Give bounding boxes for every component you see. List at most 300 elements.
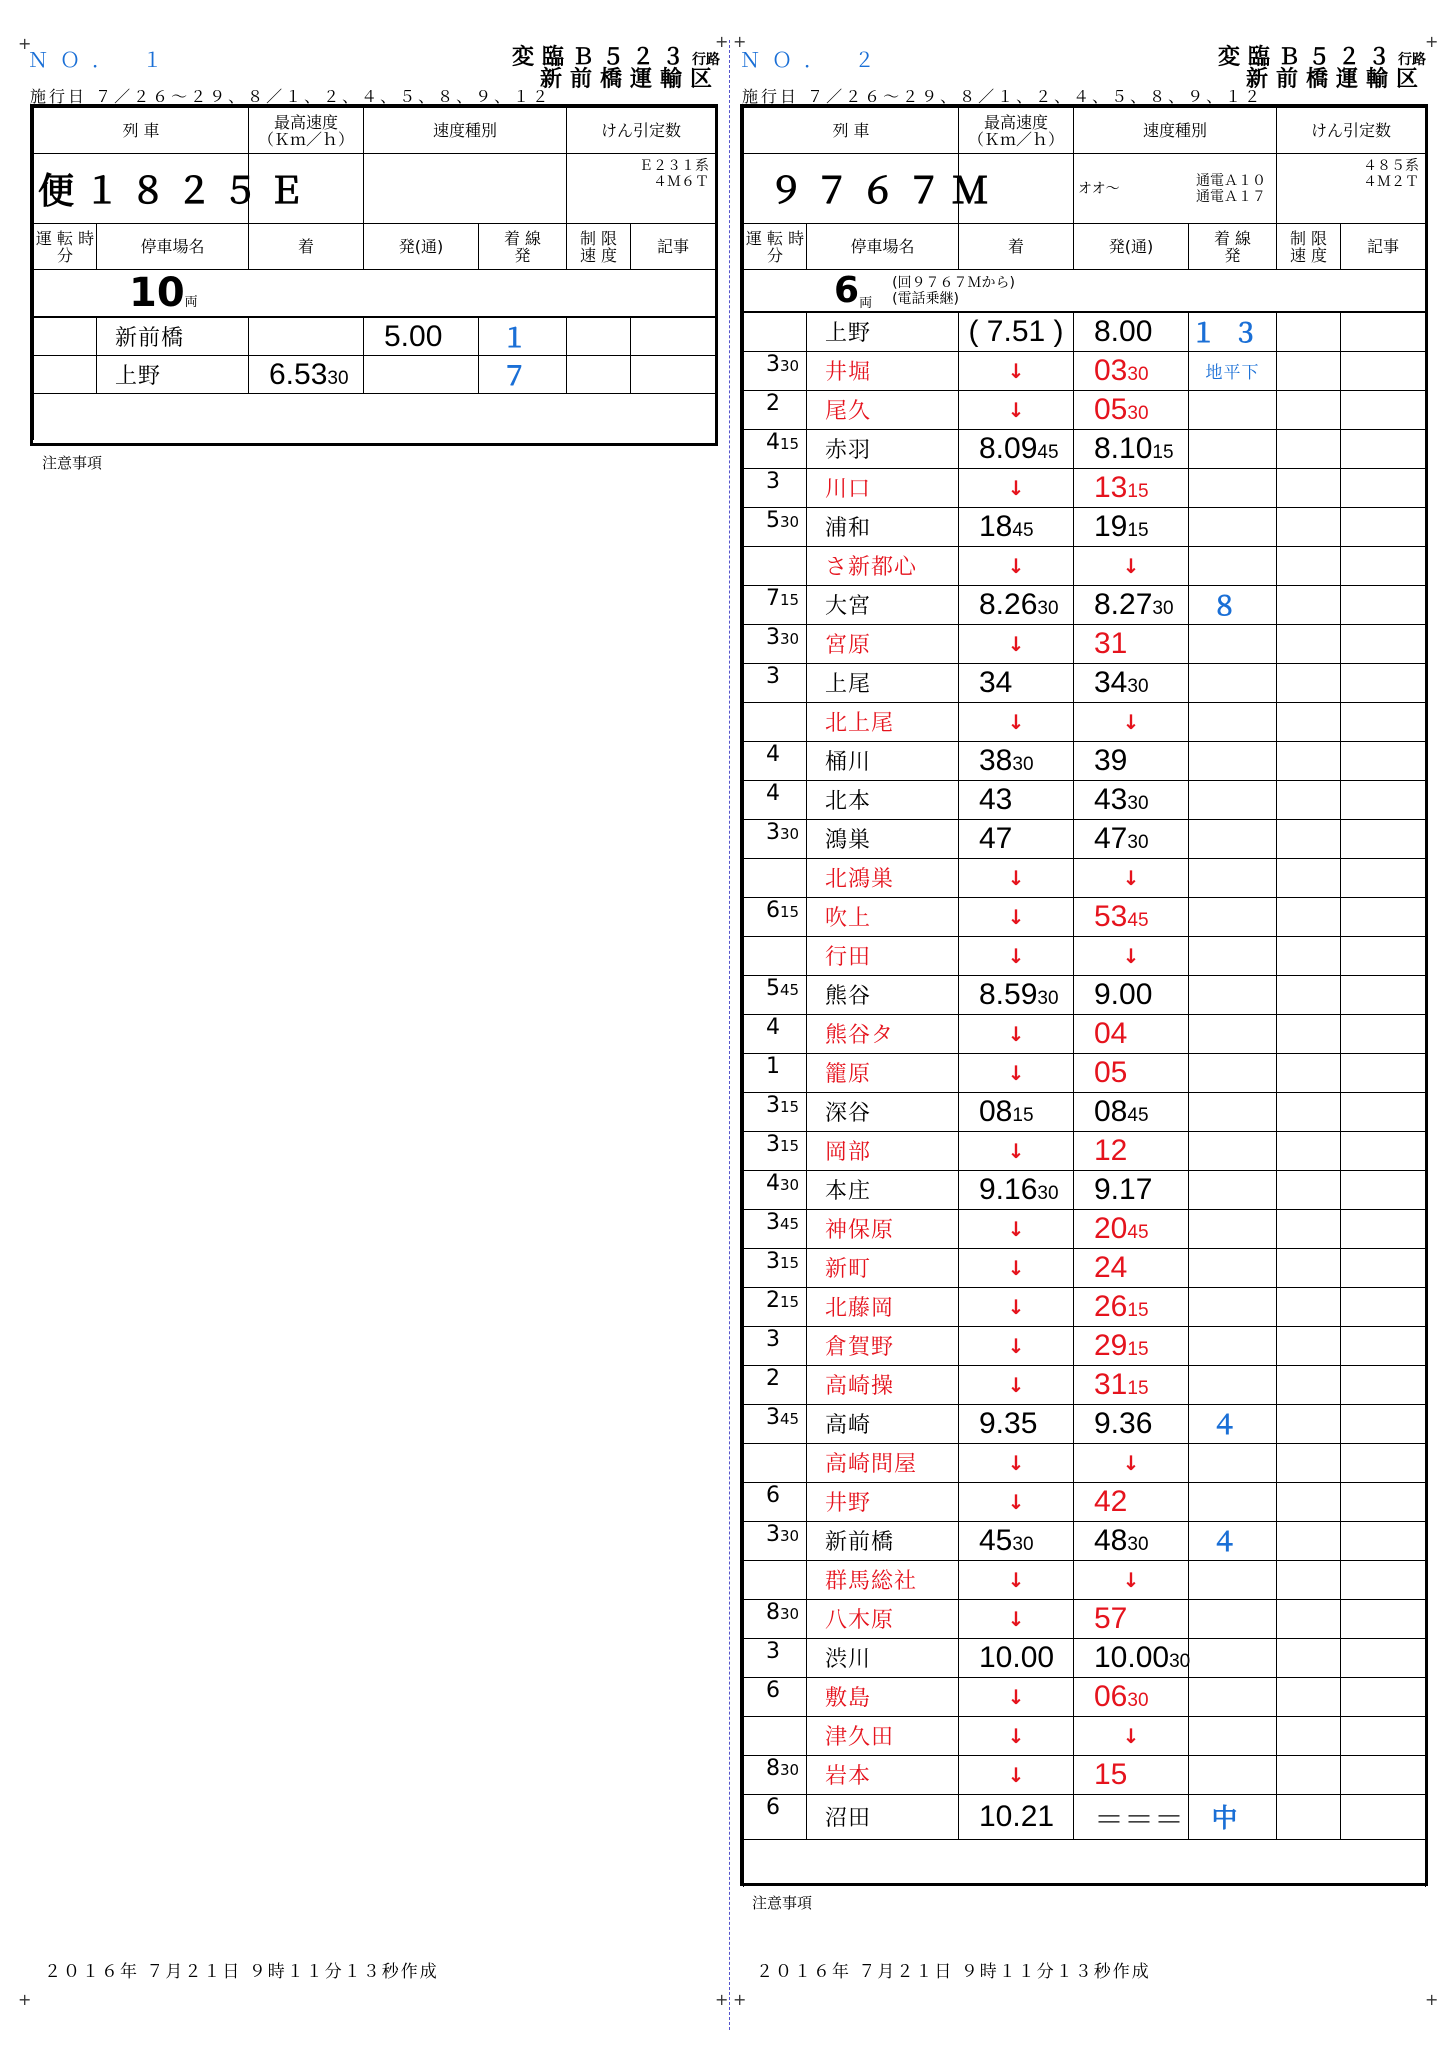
- station-name: 行田: [807, 936, 959, 975]
- track-number: １３: [1189, 312, 1277, 351]
- notes-cell: [1341, 936, 1426, 975]
- track-number: [1189, 507, 1277, 546]
- notes-cell: [1341, 1209, 1426, 1248]
- notes-cell: [1341, 780, 1426, 819]
- depot-name: 新前橋運輸区: [1245, 67, 1426, 92]
- arrival-time: 8.2630: [959, 585, 1074, 624]
- crop-mark: +: [18, 34, 32, 53]
- header-speed-type: 速度種別: [364, 108, 567, 154]
- notes-cell: [1341, 1794, 1426, 1839]
- departure-time: 8.2730: [1074, 585, 1189, 624]
- page-divider: [729, 40, 730, 2030]
- station-name: 高崎問屋: [807, 1443, 959, 1482]
- table-row: [744, 1170, 1426, 1209]
- limit-cell: [1277, 858, 1341, 897]
- table-row: [744, 1794, 1426, 1839]
- header-limit: 制 限 速 度: [1277, 224, 1341, 270]
- page-number: ＮＯ． ２: [740, 48, 887, 72]
- table-row: [744, 429, 1426, 468]
- track-number: [1189, 429, 1277, 468]
- notes-cell: [1341, 1755, 1426, 1794]
- table-row: [744, 1482, 1426, 1521]
- departure-time: 12: [1074, 1131, 1189, 1170]
- notes-cell: [1341, 1131, 1426, 1170]
- duty-title: 変臨Ｂ５２３行路: [1217, 45, 1426, 70]
- station-name: 津久田: [807, 1716, 959, 1755]
- departure-time: 1315: [1074, 468, 1189, 507]
- runtime-cell: 4: [744, 1014, 807, 1053]
- header-station: 停車場名: [97, 224, 249, 270]
- notes-cell: [1341, 585, 1426, 624]
- arrival-time: ( 7.51 ): [959, 312, 1074, 351]
- header-speed-type: 速度種別: [1074, 108, 1277, 154]
- arrival-time: ↓: [959, 390, 1074, 429]
- table-row: [744, 1092, 1426, 1131]
- track-number: [1189, 663, 1277, 702]
- station-name: 桶川: [807, 741, 959, 780]
- notes-cell: [1341, 1638, 1426, 1677]
- train-number: 便１８２５Ｅ: [34, 154, 249, 224]
- track-number: [1189, 1209, 1277, 1248]
- notes-cell: [1341, 1560, 1426, 1599]
- limit-cell: [1277, 546, 1341, 585]
- departure-time: ↓: [1074, 1560, 1189, 1599]
- notes-cell: [631, 356, 716, 394]
- track-number: [1189, 741, 1277, 780]
- notes-cell: [1341, 351, 1426, 390]
- departure-time: ↓: [1074, 936, 1189, 975]
- arrival-time: ↓: [959, 1287, 1074, 1326]
- station-name: 上野: [97, 356, 249, 394]
- limit-cell: [1277, 1521, 1341, 1560]
- limit-cell: [1277, 1053, 1341, 1092]
- track-number: ８: [1189, 585, 1277, 624]
- arrival-time: 6.5330: [249, 356, 364, 394]
- table-row: [744, 936, 1426, 975]
- runtime-cell: [744, 1560, 807, 1599]
- runtime-cell: 4: [744, 741, 807, 780]
- runtime-cell: [744, 1443, 807, 1482]
- table-row: [744, 546, 1426, 585]
- notes-cell: [1341, 390, 1426, 429]
- timetable-2: [743, 107, 1426, 1887]
- runtime-cell: [744, 858, 807, 897]
- arrival-time: ↓: [959, 1131, 1074, 1170]
- departure-time: 2615: [1074, 1287, 1189, 1326]
- header-departure: 発(通): [1074, 224, 1189, 270]
- arrival-time: ↓: [959, 1755, 1074, 1794]
- notes-cell: [1341, 1521, 1426, 1560]
- station-name: 八木原: [807, 1599, 959, 1638]
- runtime-cell: [744, 312, 807, 351]
- arrival-time: ↓: [959, 1443, 1074, 1482]
- limit-cell: [1277, 351, 1341, 390]
- crop-mark: +: [715, 1990, 729, 2009]
- track-number: [1189, 1677, 1277, 1716]
- limit-cell: [1277, 1482, 1341, 1521]
- runtime-cell: 3: [744, 468, 807, 507]
- track-number: [1189, 1365, 1277, 1404]
- arrival-time: 9.35: [959, 1404, 1074, 1443]
- departure-time: 0630: [1074, 1677, 1189, 1716]
- runtime-cell: 2: [744, 390, 807, 429]
- runtime-cell: 330: [744, 1521, 807, 1560]
- table-row: [744, 585, 1426, 624]
- track-number: [1189, 819, 1277, 858]
- notes-cell: [1341, 819, 1426, 858]
- runtime-cell: 1: [744, 1053, 807, 1092]
- notes-cell: [1341, 1014, 1426, 1053]
- limit-cell: [1277, 663, 1341, 702]
- runtime-cell: 3: [744, 1326, 807, 1365]
- blank-row: [34, 394, 716, 440]
- header-towing: けん引定数: [567, 108, 716, 154]
- notes-cell: [1341, 624, 1426, 663]
- runtime-cell: 430: [744, 1170, 807, 1209]
- car-count: 6 両 (回９７６７Ｍから) (電話乗継): [744, 270, 1426, 313]
- departure-time: 8.1015: [1074, 429, 1189, 468]
- station-name: 熊谷タ: [807, 1014, 959, 1053]
- track-number: [1189, 1755, 1277, 1794]
- crop-mark: +: [733, 1990, 747, 2009]
- table-row: [744, 1755, 1426, 1794]
- station-name: 深谷: [807, 1092, 959, 1131]
- arrival-time: ↓: [959, 936, 1074, 975]
- arrival-time: 4530: [959, 1521, 1074, 1560]
- runtime-cell: 4: [744, 780, 807, 819]
- arrival-time: 10.00: [959, 1638, 1074, 1677]
- notes-cell: [1341, 507, 1426, 546]
- track-number: [1189, 1443, 1277, 1482]
- runtime-cell: 330: [744, 624, 807, 663]
- runtime-cell: [744, 1716, 807, 1755]
- page-number: ＮＯ． １: [28, 48, 175, 72]
- limit-cell: [1277, 1209, 1341, 1248]
- arrival-time: [249, 317, 364, 356]
- timetable-1: [33, 107, 716, 440]
- notes-cell: [1341, 1404, 1426, 1443]
- limit-cell: [1277, 702, 1341, 741]
- blank-row: [744, 1839, 1426, 1887]
- limit-cell: [1277, 1716, 1341, 1755]
- notes-cell: [1341, 1482, 1426, 1521]
- station-name: 上野: [807, 312, 959, 351]
- arrival-time: ↓: [959, 351, 1074, 390]
- station-name: 井堀: [807, 351, 959, 390]
- table-row: [744, 351, 1426, 390]
- limit-cell: [1277, 780, 1341, 819]
- notes-cell: [1341, 1443, 1426, 1482]
- station-name: 本庄: [807, 1170, 959, 1209]
- limit-cell: [1277, 507, 1341, 546]
- arrival-time: ↓: [959, 624, 1074, 663]
- departure-time: 2915: [1074, 1326, 1189, 1365]
- departure-time: ↓: [1074, 858, 1189, 897]
- departure-time: ↓: [1074, 1443, 1189, 1482]
- header-limit: 制 限 速 度: [567, 224, 631, 270]
- runtime-cell: 6: [744, 1677, 807, 1716]
- notes-cell: [1341, 858, 1426, 897]
- departure-time: 42: [1074, 1482, 1189, 1521]
- runtime-cell: 6: [744, 1794, 807, 1839]
- arrival-time: ↓: [959, 1560, 1074, 1599]
- header-towing: けん引定数: [1277, 108, 1426, 154]
- header-runtime: 運 転 時 分: [34, 224, 97, 270]
- limit-cell: [1277, 936, 1341, 975]
- limit-cell: [1277, 312, 1341, 351]
- header-notes: 記事: [631, 224, 716, 270]
- runtime-cell: [744, 546, 807, 585]
- arrival-time: 0815: [959, 1092, 1074, 1131]
- header-notes: 記事: [1341, 224, 1426, 270]
- runtime-cell: [744, 936, 807, 975]
- arrival-time: 34: [959, 663, 1074, 702]
- table-row: [744, 858, 1426, 897]
- runtime-cell: 3: [744, 663, 807, 702]
- station-name: 神保原: [807, 1209, 959, 1248]
- track-number: [1189, 780, 1277, 819]
- table-row: [744, 975, 1426, 1014]
- limit-cell: [1277, 1014, 1341, 1053]
- runtime-cell: 715: [744, 585, 807, 624]
- departure-time: 8.00: [1074, 312, 1189, 351]
- station-name: 鴻巣: [807, 819, 959, 858]
- notes-cell: [1341, 1326, 1426, 1365]
- arrival-time: ↓: [959, 1716, 1074, 1755]
- track-number: [1189, 1131, 1277, 1170]
- notes-cell: [1341, 1287, 1426, 1326]
- table-row: [744, 1677, 1426, 1716]
- departure-time: 4330: [1074, 780, 1189, 819]
- station-name: 川口: [807, 468, 959, 507]
- formation: ４８５系 ４Ｍ２Ｔ: [1277, 154, 1426, 224]
- limit-cell: [1277, 741, 1341, 780]
- notes-cell: [1341, 975, 1426, 1014]
- track-number: [1189, 468, 1277, 507]
- limit-cell: [1277, 468, 1341, 507]
- station-name: 新前橋: [807, 1521, 959, 1560]
- limit-cell: [1277, 1560, 1341, 1599]
- limit-cell: [1277, 1755, 1341, 1794]
- header-runtime: 運 転 時 分: [744, 224, 807, 270]
- arrival-time: ↓: [959, 1053, 1074, 1092]
- departure-time: 0330: [1074, 351, 1189, 390]
- runtime-cell: [34, 356, 97, 394]
- runtime-cell: 330: [744, 351, 807, 390]
- caution-label: 注意事項: [42, 454, 103, 472]
- track-number: [1189, 1482, 1277, 1521]
- runtime-cell: 530: [744, 507, 807, 546]
- created-timestamp: ２０１６年 ７月２１日 ９時１１分１３秒作成: [756, 1962, 1151, 1982]
- limit-cell: [1277, 1365, 1341, 1404]
- notes-cell: [1341, 702, 1426, 741]
- runtime-cell: 615: [744, 897, 807, 936]
- limit-cell: [1277, 1794, 1341, 1839]
- table-row: [744, 780, 1426, 819]
- track-number: [1189, 936, 1277, 975]
- notes-cell: [1341, 1677, 1426, 1716]
- crop-mark: +: [1425, 1990, 1439, 2009]
- runtime-cell: 545: [744, 975, 807, 1014]
- caution-label: 注意事項: [752, 1894, 813, 1912]
- table-row: [744, 1404, 1426, 1443]
- notes-cell: [1341, 741, 1426, 780]
- station-name: 北藤岡: [807, 1287, 959, 1326]
- station-name: 大宮: [807, 585, 959, 624]
- departure-time: 0530: [1074, 390, 1189, 429]
- station-name: 沼田: [807, 1794, 959, 1839]
- arrival-time: 1845: [959, 507, 1074, 546]
- runtime-cell: 830: [744, 1599, 807, 1638]
- arrival-time: ↓: [959, 1326, 1074, 1365]
- notes-cell: [1341, 1599, 1426, 1638]
- station-name: 岩本: [807, 1755, 959, 1794]
- effective-dates: 施行日 ７／２６～２９、８／１、２、４、５、８、９、１２: [30, 87, 552, 106]
- table-row: [744, 1209, 1426, 1248]
- station-name: 北上尾: [807, 702, 959, 741]
- arrival-time: ↓: [959, 1599, 1074, 1638]
- track-number: [1189, 624, 1277, 663]
- runtime-cell: 415: [744, 429, 807, 468]
- runtime-cell: 345: [744, 1209, 807, 1248]
- table-row: [744, 897, 1426, 936]
- table-row: [744, 624, 1426, 663]
- table-row: [744, 1326, 1426, 1365]
- table-row: [744, 468, 1426, 507]
- departure-time: 9.36: [1074, 1404, 1189, 1443]
- arrival-time: ↓: [959, 1014, 1074, 1053]
- track-number: [1189, 390, 1277, 429]
- header-arrival: 着: [959, 224, 1074, 270]
- track-number: [1189, 1287, 1277, 1326]
- notes-cell: [1341, 1170, 1426, 1209]
- station-name: 高崎操: [807, 1365, 959, 1404]
- departure-time: ＝＝＝: [1074, 1794, 1189, 1839]
- notes-cell: [1341, 1053, 1426, 1092]
- runtime-cell: 6: [744, 1482, 807, 1521]
- header-track: 着 線 発: [1189, 224, 1277, 270]
- track-number: [1189, 1599, 1277, 1638]
- header-train: 列 車: [744, 108, 959, 154]
- crop-mark: +: [715, 32, 729, 51]
- table-row: [744, 1443, 1426, 1482]
- station-name: 上尾: [807, 663, 959, 702]
- runtime-cell: [744, 702, 807, 741]
- departure-time: 4730: [1074, 819, 1189, 858]
- notes-cell: [1341, 897, 1426, 936]
- notes-cell: [1341, 429, 1426, 468]
- track-number: [1189, 702, 1277, 741]
- arrival-time: ↓: [959, 468, 1074, 507]
- arrival-time: ↓: [959, 702, 1074, 741]
- crop-mark: +: [18, 1990, 32, 2009]
- table-row: [744, 1248, 1426, 1287]
- limit-cell: [1277, 585, 1341, 624]
- arrival-time: ↓: [959, 1209, 1074, 1248]
- notes-cell: [1341, 1092, 1426, 1131]
- speed-type-value: オオ～ 通電Ａ１０ 通電Ａ１７: [1074, 154, 1277, 224]
- track-number: [1189, 1326, 1277, 1365]
- station-name: 吹上: [807, 897, 959, 936]
- track-number: [1189, 1092, 1277, 1131]
- runtime-cell: 215: [744, 1287, 807, 1326]
- limit-cell: [567, 356, 631, 394]
- notes-cell: [1341, 546, 1426, 585]
- departure-time: 05: [1074, 1053, 1189, 1092]
- table-row: [744, 390, 1426, 429]
- header-arrival: 着: [249, 224, 364, 270]
- limit-cell: [1277, 1092, 1341, 1131]
- table-row: [744, 1131, 1426, 1170]
- departure-time: 57: [1074, 1599, 1189, 1638]
- departure-time: 39: [1074, 741, 1189, 780]
- notes-cell: [1341, 1365, 1426, 1404]
- departure-time: 3115: [1074, 1365, 1189, 1404]
- limit-cell: [1277, 1677, 1341, 1716]
- runtime-cell: 315: [744, 1092, 807, 1131]
- arrival-time: 47: [959, 819, 1074, 858]
- table-row: [744, 1716, 1426, 1755]
- runtime-cell: 315: [744, 1248, 807, 1287]
- track-number: ７: [479, 356, 567, 394]
- departure-time: [364, 356, 479, 394]
- departure-time: 04: [1074, 1014, 1189, 1053]
- limit-cell: [1277, 1599, 1341, 1638]
- table-row: [744, 312, 1426, 351]
- track-number: [1189, 897, 1277, 936]
- runtime-cell: 3: [744, 1638, 807, 1677]
- speed-type-value: [364, 154, 567, 224]
- departure-time: 3430: [1074, 663, 1189, 702]
- departure-time: 1915: [1074, 507, 1189, 546]
- runtime-cell: 315: [744, 1131, 807, 1170]
- formation: Ｅ２３１系 ４Ｍ６Ｔ: [567, 154, 716, 224]
- crop-mark: +: [1425, 32, 1439, 51]
- departure-time: 15: [1074, 1755, 1189, 1794]
- track-number: [1189, 1014, 1277, 1053]
- departure-time: ↓: [1074, 702, 1189, 741]
- departure-time: ↓: [1074, 546, 1189, 585]
- header-max-speed: 最高速度 （Ｋｍ／ｈ）: [959, 108, 1074, 154]
- station-name: 熊谷: [807, 975, 959, 1014]
- track-number: [1189, 858, 1277, 897]
- table-row: [744, 1365, 1426, 1404]
- table-row: [744, 702, 1426, 741]
- arrival-time: 43: [959, 780, 1074, 819]
- created-timestamp: ２０１６年 ７月２１日 ９時１１分１３秒作成: [44, 1962, 439, 1982]
- station-name: 浦和: [807, 507, 959, 546]
- station-name: 宮原: [807, 624, 959, 663]
- timetable-sheet-1: [30, 104, 718, 446]
- track-number: [1189, 1170, 1277, 1209]
- table-row: [744, 819, 1426, 858]
- table-row: [744, 663, 1426, 702]
- table-row: [744, 1014, 1426, 1053]
- limit-cell: [1277, 1404, 1341, 1443]
- arrival-time: ↓: [959, 858, 1074, 897]
- station-name: 倉賀野: [807, 1326, 959, 1365]
- station-name: 尾久: [807, 390, 959, 429]
- track-number: [1189, 1716, 1277, 1755]
- track-number: [1189, 546, 1277, 585]
- track-number: ４: [1189, 1404, 1277, 1443]
- track-number: [1189, 975, 1277, 1014]
- track-number: 地平下: [1189, 351, 1277, 390]
- track-number: [1189, 1248, 1277, 1287]
- runtime-cell: 830: [744, 1755, 807, 1794]
- table-row: [744, 1599, 1426, 1638]
- header-max-speed: 最高速度 （Ｋｍ／ｈ）: [249, 108, 364, 154]
